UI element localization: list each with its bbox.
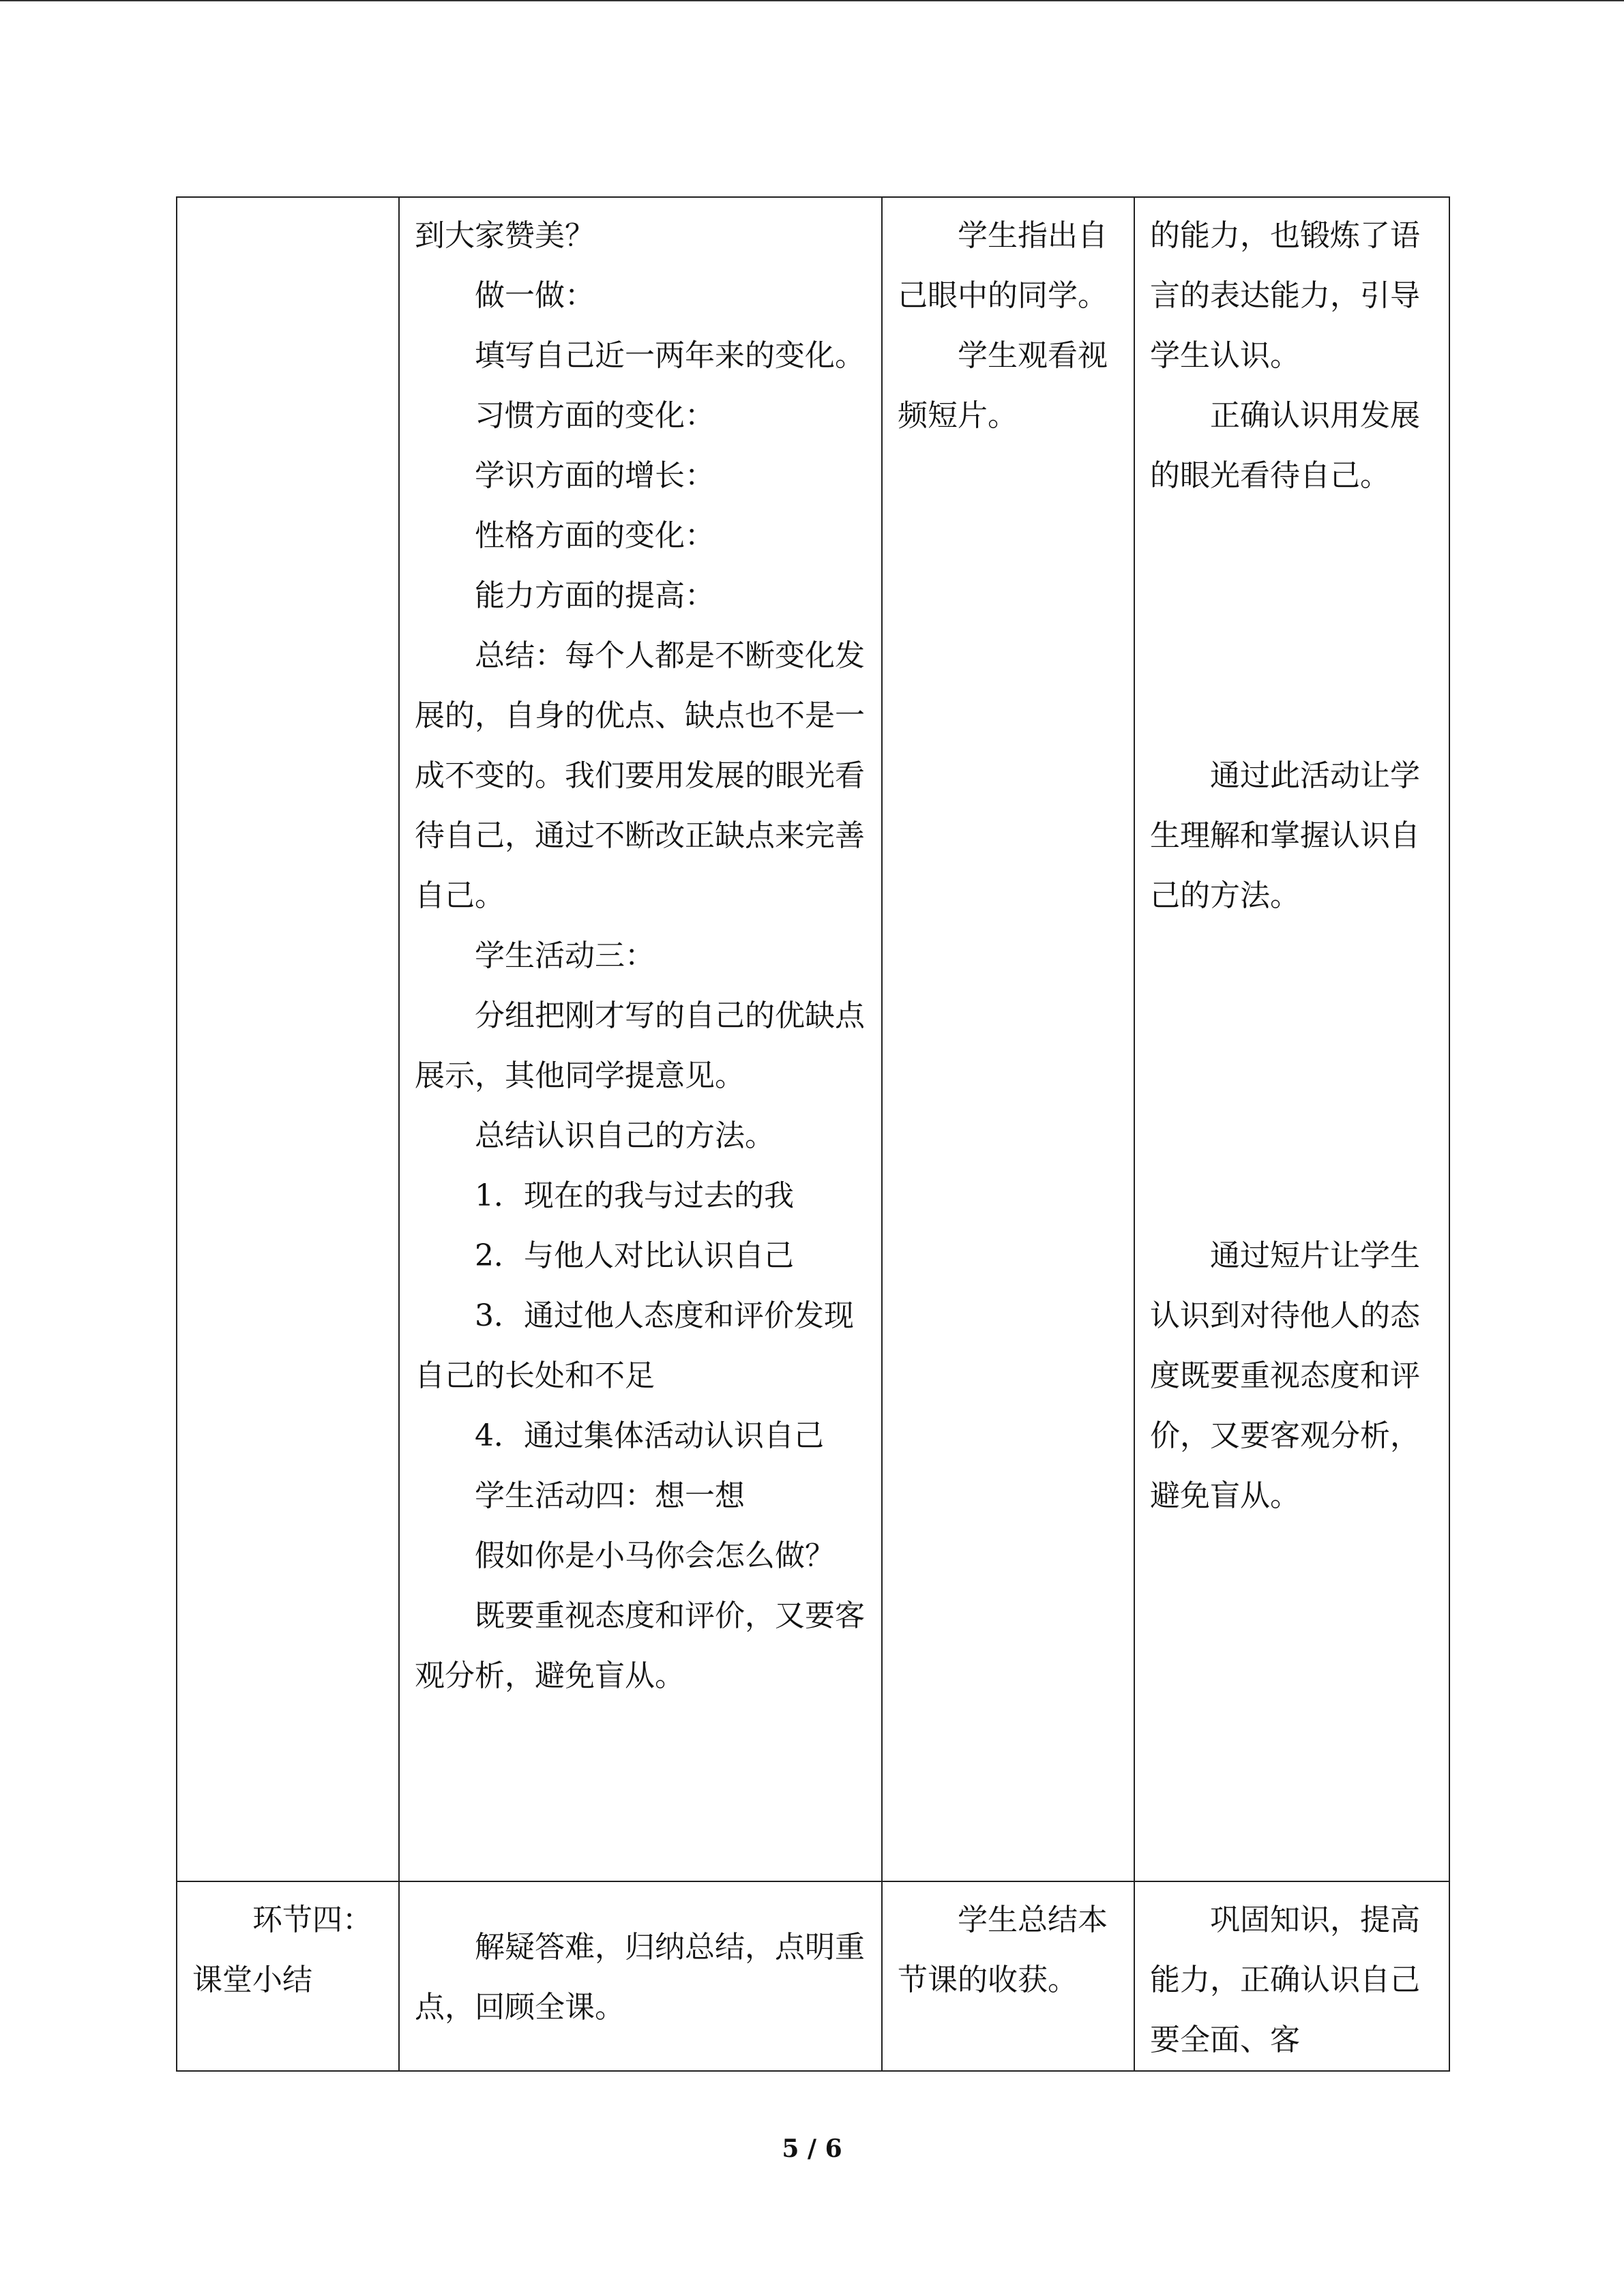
paragraph: 学生活动三：: [475, 938, 655, 973]
spacer: [1150, 926, 1434, 1226]
paragraph: 3．通过他人态度和评价发现自己的长处和不足: [415, 1298, 854, 1393]
paragraph: 的能力，也锻炼了语言的表达能力，引导学生认识。: [1150, 218, 1420, 373]
paragraph: 总结认识自己的方法。: [475, 1118, 775, 1153]
student-activity-cell: [882, 197, 1134, 1881]
paragraph: 4．通过集体活动认识自己: [475, 1418, 824, 1453]
design-intent-cell: [1134, 1881, 1449, 2071]
table-row: [177, 197, 1449, 1881]
paragraph: 2．与他人对比认识自己: [475, 1238, 794, 1273]
paragraph: 总结：每个人都是不断变化发展的，自身的优点、缺点也不是一成不变的。我们要用发展的眼光看待自己，通过不断改正缺点来完善自己。: [415, 638, 865, 913]
paragraph: 能力方面的提高：: [475, 578, 715, 613]
paragraph: 环节四：课堂小结: [192, 1903, 372, 1997]
student-activity-cell: [882, 1881, 1134, 2071]
paragraph: 性格方面的变化：: [475, 518, 715, 553]
spacer: [1150, 506, 1434, 746]
stage-cell: [177, 1881, 399, 2071]
paragraph: 学生观看视频短片。: [898, 338, 1108, 433]
paragraph: 学识方面的增长：: [475, 458, 715, 493]
paragraph: 学生总结本节课的收获。: [898, 1903, 1108, 1997]
paragraph: 学生指出自己眼中的同学。: [898, 218, 1108, 313]
paragraph: 正确认识用发展的眼光看待自己。: [1150, 398, 1420, 493]
stage-cell: [177, 197, 399, 1881]
top-rule: [0, 0, 1624, 1]
paragraph: 既要重视态度和评价，又要客观分析，避免盲从。: [415, 1598, 865, 1693]
paragraph: 解疑答难，归纳总结，点明重点，回顾全课。: [415, 1930, 865, 2025]
design-intent-cell: [1134, 197, 1449, 1881]
paragraph: 填写自己近一两年来的变化。: [475, 338, 865, 373]
paragraph: 学生活动四：想一想: [475, 1478, 745, 1513]
paragraph: 通过此活动让学生理解和掌握认识自己的方法。: [1150, 758, 1420, 913]
table-row: [177, 1881, 1449, 2071]
paragraph: 假如你是小马你会怎么做？: [475, 1538, 835, 1573]
paragraph: 做一做：: [475, 278, 595, 313]
paragraph: 分组把刚才写的自己的优缺点展示，其他同学提意见。: [415, 998, 865, 1093]
paragraph: 到大家赞美？: [415, 218, 595, 253]
lesson-plan-table: [176, 196, 1450, 2072]
paragraph: 巩固知识，提高能力，正确认识自己要全面、客: [1150, 1903, 1420, 2057]
page-number: 5 / 6: [782, 2134, 842, 2163]
teacher-activity-cell: [399, 197, 882, 1881]
paragraph: 通过短片让学生认识到对待他人的态度既要重视态度和评价，又要客观分析，避免盲从。: [1150, 1238, 1420, 1513]
teacher-activity-cell: [399, 1881, 882, 2071]
paragraph: 1．现在的我与过去的我: [475, 1178, 794, 1213]
paragraph: 习惯方面的变化：: [475, 398, 715, 433]
